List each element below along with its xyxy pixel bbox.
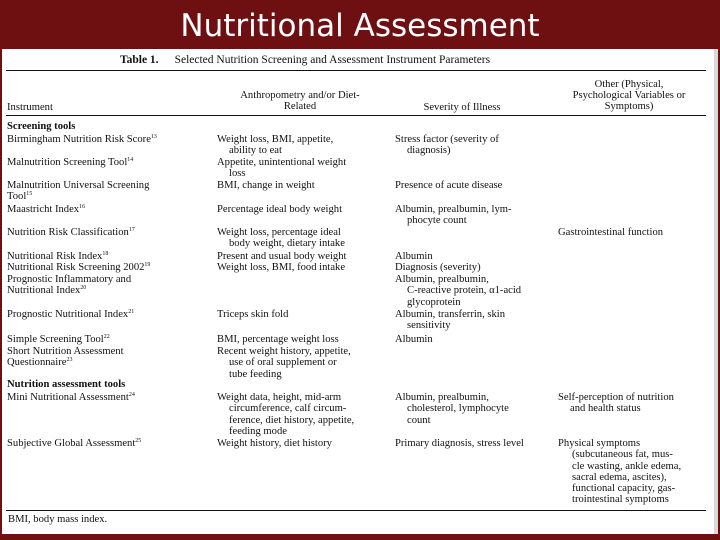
- row-must-tool-anthro: Appetite, unintentional weight loss: [217, 157, 347, 180]
- table-caption: [120, 54, 490, 66]
- row-must-tool: Malnutrition Screening Tool$^{14}$: [7, 157, 134, 168]
- header-severity: Severity of Illness: [423, 102, 501, 113]
- row-prognostic-nutritional-index: Prognostic Nutritional Index$^{21}$: [7, 309, 135, 320]
- row-subjective-global-assessment-other: Physical symptoms (subcutaneous fat, mus- cle wasting, ankle edema, sacral edema, ascites), functional capacity, gas- trointestinal symptoms: [558, 438, 682, 506]
- row-nrs-2002-anthro: Weight loss, BMI, food intake: [217, 262, 346, 273]
- row-nutrition-risk-classification: Nutrition Risk Classification$^{17}$: [7, 227, 135, 238]
- row-maastricht-anthro: Percentage ideal body weight: [217, 204, 343, 215]
- row-simple-screening-tool: Simple Screening Tool$^{22}$: [7, 334, 110, 345]
- table-caption-text: Selected Nutrition Screening and Assessment Instrument Parameters: [174, 54, 491, 66]
- row-short-nutrition-assessment: Short Nutrition Assessment Questionnaire$^{23}$: [7, 346, 124, 369]
- table-bottom-rule: [6, 510, 706, 511]
- header-anthropometry: Anthropometry and/or Diet- Related: [240, 90, 360, 112]
- row-simple-screening-tool-anthro: BMI, percentage weight loss: [217, 334, 339, 345]
- slide-title: Nutritional Assessment: [180, 8, 540, 44]
- row-mini-nutritional-assessment-other: Self-perception of nutrition and health status: [558, 392, 674, 415]
- row-nutrition-risk-classification-other: Gastrointestinal function: [558, 227, 664, 238]
- row-mini-nutritional-assessment-severity: Albumin, prealbumin, cholesterol, lymphocyte count: [395, 392, 509, 426]
- row-subjective-global-assessment-anthro: Weight history, diet history: [217, 438, 332, 449]
- row-malnutrition-universal: Malnutrition Universal Screening Tool$^{15}$: [7, 180, 150, 203]
- header-other: Other (Physical, Psychological Variables or Symptoms): [572, 79, 686, 112]
- row-prognostic-inflammatory: Prognostic Inflammatory and Nutritional Index$^{20}$: [7, 274, 132, 297]
- row-subjective-global-assessment-severity: Primary diagnosis, stress level: [395, 438, 524, 449]
- row-birmingham: Birmingham Nutrition Risk Score$^{13}$: [7, 134, 157, 145]
- table-top-rule: [6, 70, 706, 71]
- row-birmingham-severity: Stress factor (severity of diagnosis): [395, 134, 499, 157]
- row-nutritional-risk-index: Nutritional Risk Index$^{18}$: [7, 251, 109, 262]
- row-short-nutrition-assessment-anthro: Recent weight history, appetite, use of oral supplement or tube feeding: [217, 346, 351, 380]
- row-mini-nutritional-assessment: Mini Nutritional Assessment$^{24}$: [7, 392, 135, 403]
- table-footnote: BMI, body mass index.: [8, 514, 108, 525]
- row-nutritional-risk-index-anthro: Present and usual body weight: [217, 251, 347, 262]
- header-rule: [6, 115, 706, 116]
- row-malnutrition-universal-anthro: BMI, change in weight: [217, 180, 315, 191]
- row-nutrition-risk-classification-anthro: Weight loss, percentage ideal body weight, dietary intake: [217, 227, 345, 250]
- section-assessment-tools: Nutrition assessment tools: [7, 379, 126, 390]
- row-nrs-2002: Nutritional Risk Screening 2002$^{19}$: [7, 262, 151, 273]
- row-prognostic-inflammatory-severity: Albumin, prealbumin, C-reactive protein, α1-acid glycoprotein: [395, 274, 522, 308]
- row-birmingham-anthro: Weight loss, BMI, appetite, ability to eat: [217, 134, 334, 157]
- row-malnutrition-universal-severity: Presence of acute disease: [395, 180, 503, 191]
- table-page: [2, 49, 718, 534]
- table-number: Table 1.: [120, 54, 159, 66]
- row-subjective-global-assessment: Subjective Global Assessment$^{25}$: [7, 438, 142, 449]
- section-screening-tools: Screening tools: [7, 121, 76, 132]
- row-prognostic-nutritional-index-anthro: Triceps skin fold: [217, 309, 289, 320]
- row-maastricht-severity: Albumin, prealbumin, lym- phocyte count: [395, 204, 512, 227]
- header-instrument: Instrument: [7, 102, 53, 113]
- row-mini-nutritional-assessment-anthro: Weight data, height, mid-arm circumference, calf circum- ference, diet history, appetite, feeding mode: [217, 392, 355, 437]
- row-prognostic-nutritional-index-severity: Albumin, transferrin, skin sensitivity: [395, 309, 506, 332]
- row-simple-screening-tool-severity: Albumin: [395, 334, 433, 345]
- row-nrs-2002-severity: Diagnosis (severity): [395, 262, 481, 273]
- row-maastricht: Maastricht Index$^{16}$: [7, 204, 86, 215]
- row-nutritional-risk-index-severity: Albumin: [395, 251, 433, 262]
